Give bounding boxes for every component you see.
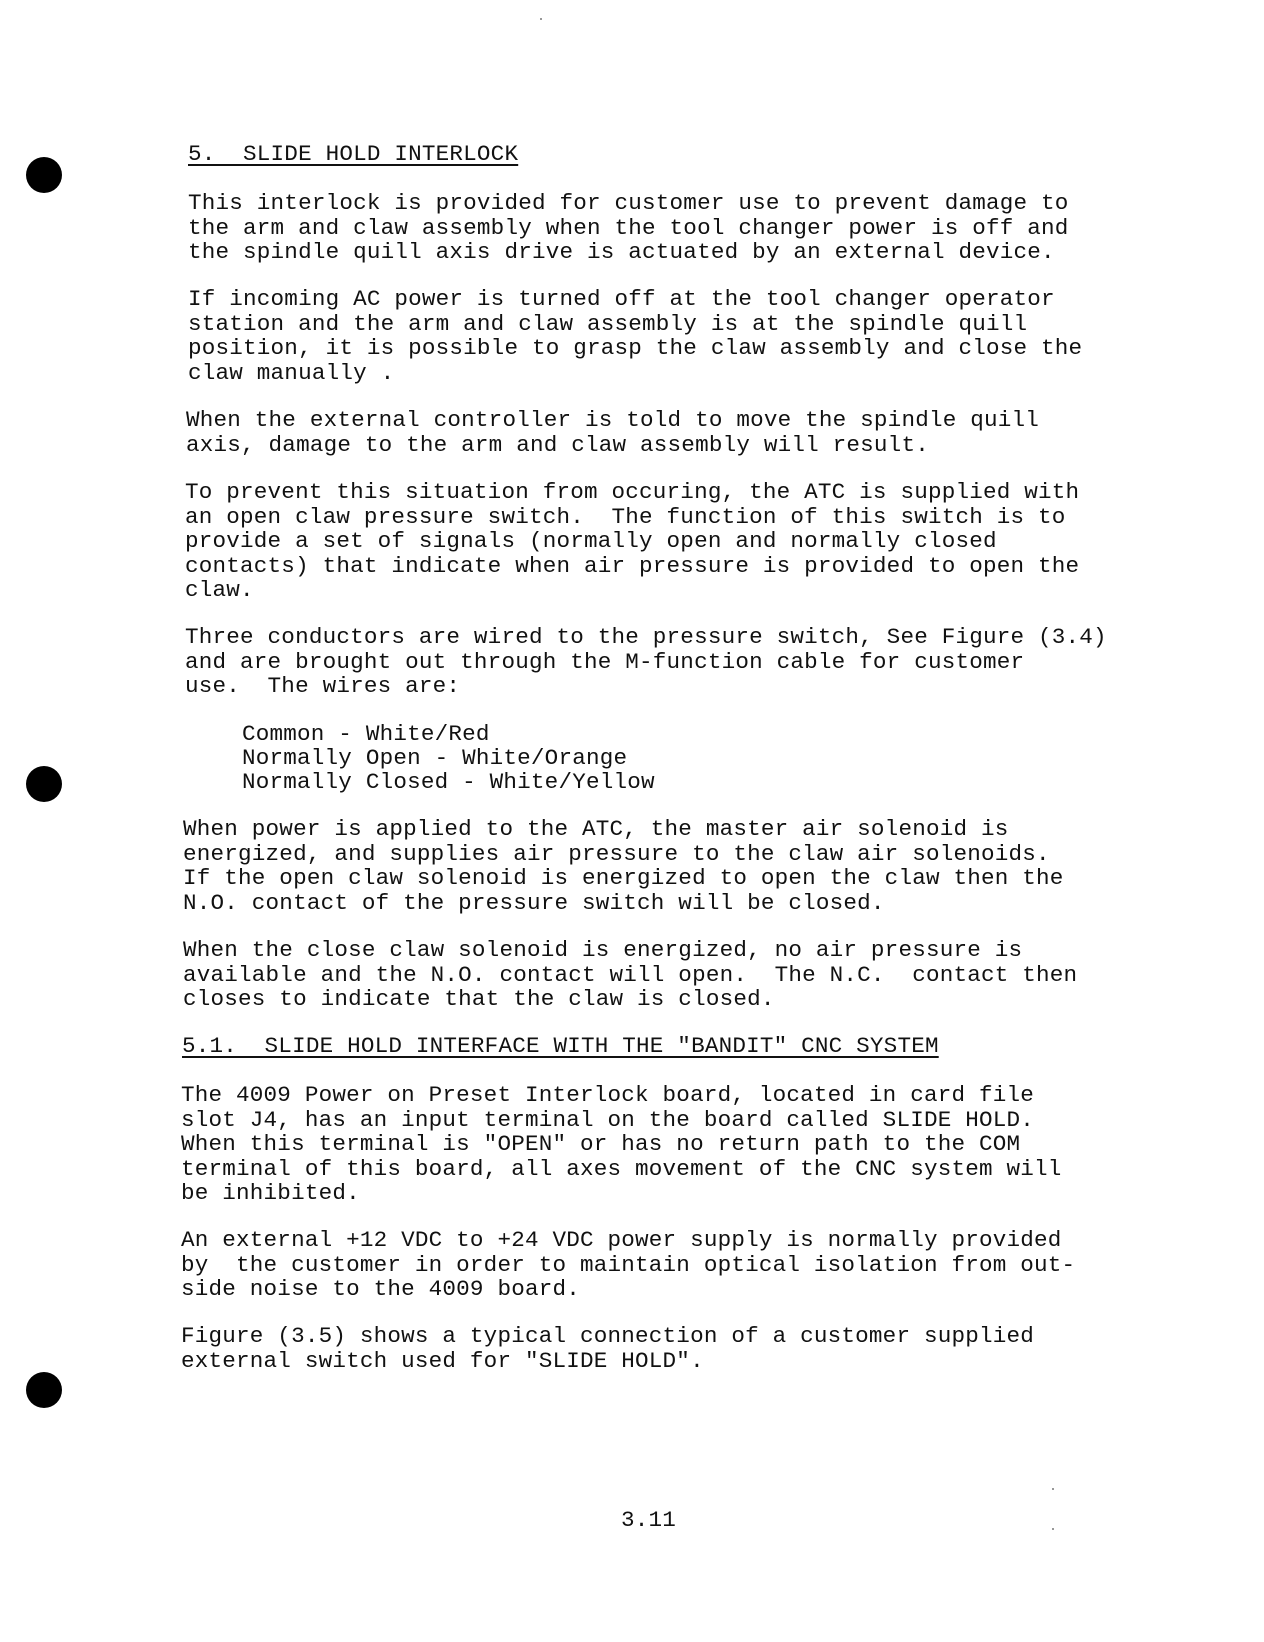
wire-list-item: Normally Closed - White/Yellow [242,769,655,795]
binder-hole-middle [26,766,62,802]
scan-speck [540,18,542,20]
paragraph: This interlock is provided for customer use to prevent damage to the arm and claw assembly when the tool changer power is off and the spindle quill axis drive is actuated by an external device. [188,190,1069,265]
paragraph: When power is applied to the ATC, the master air solenoid is energized, and supplies air pressure to the claw air solenoids. If the open claw solenoid is energized to open the claw then the N.O. contact of the pressure switch will be closed. [183,816,1064,916]
paragraph: If incoming AC power is turned off at the tool changer operator station and the arm and claw assembly is at the spindle quill position, it is possible to grasp the claw assembly and close the claw manually . [188,286,1083,386]
paragraph: To prevent this situation from occuring, the ATC is supplied with an open claw pressure switch. The function of this switch is to provide a set of signals (normally open and normally closed contacts) that indicate when air pressure is provided to open the claw. [185,479,1080,603]
page-number: 3.11 [621,1507,677,1533]
scan-speck [1052,1488,1054,1490]
scan-speck [1052,1528,1054,1530]
paragraph: Three conductors are wired to the pressure switch, See Figure (3.4) and are brought out through the M-function cable for customer use. The wires are: [185,624,1107,699]
paragraph: When the close claw solenoid is energized, no air pressure is available and the N.O. contact will open. The N.C. contact then closes to indicate that the claw is closed. [183,937,1078,1012]
binder-hole-top [26,157,62,193]
paragraph: When the external controller is told to move the spindle quill axis, damage to the arm and claw assembly will result. [186,407,1040,458]
wire-list-item: Common - White/Red [242,721,490,747]
paragraph: Figure (3.5) shows a typical connection of a customer supplied external switch used for "SLIDE HOLD". [181,1323,1035,1374]
paragraph: The 4009 Power on Preset Interlock board, located in card file slot J4, has an input terminal on the board called SLIDE HOLD. When this terminal is "OPEN" or has no return path to the COM terminal of this board, all axes movement of the CNC system will be inhibited. [181,1082,1062,1206]
section-5-1-heading: 5.1. SLIDE HOLD INTERFACE WITH THE "BANDIT" CNC SYSTEM [182,1033,939,1059]
binder-hole-bottom [26,1372,62,1408]
paragraph: An external +12 VDC to +24 VDC power supply is normally provided by the customer in order to maintain optical isolation from out- side noise to the 4009 board. [181,1227,1076,1302]
wire-list-item: Normally Open - White/Orange [242,745,628,771]
section-5-heading: 5. SLIDE HOLD INTERLOCK [188,141,519,167]
